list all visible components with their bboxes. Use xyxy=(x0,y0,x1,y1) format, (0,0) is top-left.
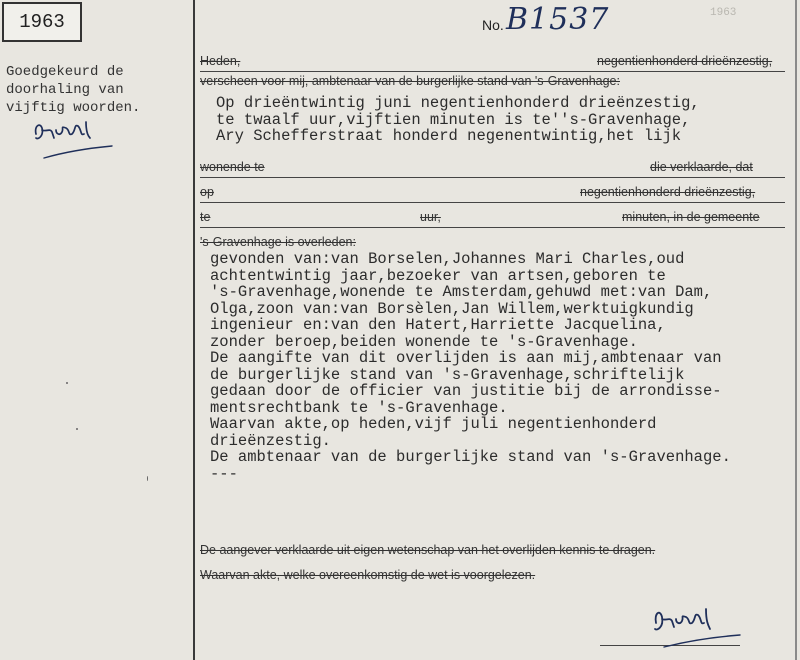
margin-note-line: doorhaling van xyxy=(6,82,124,98)
typed-line: mentsrechtbank te 's-Gravenhage. xyxy=(210,398,508,417)
typed-line: drieënzestig. xyxy=(210,431,331,450)
margin-divider xyxy=(193,0,195,660)
margin-signature xyxy=(30,118,115,168)
form-heden: Heden, xyxy=(200,54,241,68)
typed-line: De ambtenaar van de burgerlijke stand van 's-Gravenhage. xyxy=(210,448,731,466)
form-uur: uur, xyxy=(420,210,441,224)
form-negentienhonderd: negentienhonderd drieënzestig, xyxy=(597,54,773,68)
form-rule xyxy=(200,202,785,203)
typed-line: Waarvan akte,op heden,vijf juli negentienhonderd xyxy=(210,415,657,433)
typed-line: De aangifte van dit overlijden is aan mij,ambtenaar van xyxy=(210,349,722,367)
form-rule xyxy=(200,71,785,72)
typed-line: de burgerlijke stand van 's-Gravenhage,schriftelijk xyxy=(210,365,685,384)
typed-line: 's-Gravenhage,wonende te Amsterdam,gehuwd met:van Dam, xyxy=(210,283,713,301)
form-minuten: minuten, in de gemeente xyxy=(622,210,760,224)
registrar-signature xyxy=(648,605,743,657)
form-die-verklaarde: die verklaarde, dat xyxy=(650,160,753,174)
form-negentienhonderd: negentienhonderd drieënzestig, xyxy=(580,185,756,199)
paper-speck xyxy=(147,476,148,481)
form-wonende-te: wonende te xyxy=(200,160,265,174)
typed-line: --- xyxy=(210,464,238,483)
typed-line: gevonden van:van Borselen,Johannes Mari Charles,oud xyxy=(210,250,685,268)
paper-speck xyxy=(76,428,78,430)
form-waarvan: Waarvan akte, welke overeenkomstig de wet is voorgelezen. xyxy=(200,568,536,582)
margin-note-line: vijftig woorden. xyxy=(6,100,141,116)
form-overleden: 's-Gravenhage is overleden: xyxy=(200,235,356,249)
form-op: op xyxy=(200,185,214,199)
form-aangever: De aangever verklaarde uit eigen wetenschap van het overlijden kennis te dragen. xyxy=(200,543,656,557)
year-box: 1963 xyxy=(2,2,82,42)
form-rule xyxy=(200,177,785,178)
typed-line: Op drieëntwintig juni negentienhonderd drieënzestig, xyxy=(216,94,700,112)
bleed-through-text: 1963 xyxy=(710,7,737,19)
typed-line: te twaalf uur,vijftien minuten is te''s-Gravenhage, xyxy=(216,110,691,129)
paper-speck xyxy=(66,382,68,384)
page-edge xyxy=(795,0,797,660)
record-number: B1537 xyxy=(506,2,610,37)
margin-note-line: Goedgekeurd de xyxy=(6,64,124,80)
form-rule xyxy=(200,227,785,228)
typed-line: zonder beroep,beiden wonende te 's-Gravenhage. xyxy=(210,332,638,351)
margin-note xyxy=(6,63,191,117)
typed-line: ingenieur en:van den Hatert,Harriette Jacquelina, xyxy=(210,316,666,334)
typed-line: Ary Schefferstraat honderd negenentwintig,het lijk xyxy=(216,127,682,145)
typed-line: achtentwintig jaar,bezoeker van artsen,geboren te xyxy=(210,266,666,285)
typed-line: Olga,zoon van:van Borsèlen,Jan Willem,werktuigkundig xyxy=(210,299,694,318)
typed-text-block xyxy=(210,251,731,482)
form-verscheen: verscheen voor mij, ambtenaar van de burgerlijke stand van 's-Gravenhage: xyxy=(200,74,620,88)
typed-line: gedaan door de officier van justitie bij de arrondisse- xyxy=(210,382,722,400)
form-te: te xyxy=(200,210,211,224)
record-number-label: No. xyxy=(482,17,504,33)
typed-text-block xyxy=(216,95,700,145)
